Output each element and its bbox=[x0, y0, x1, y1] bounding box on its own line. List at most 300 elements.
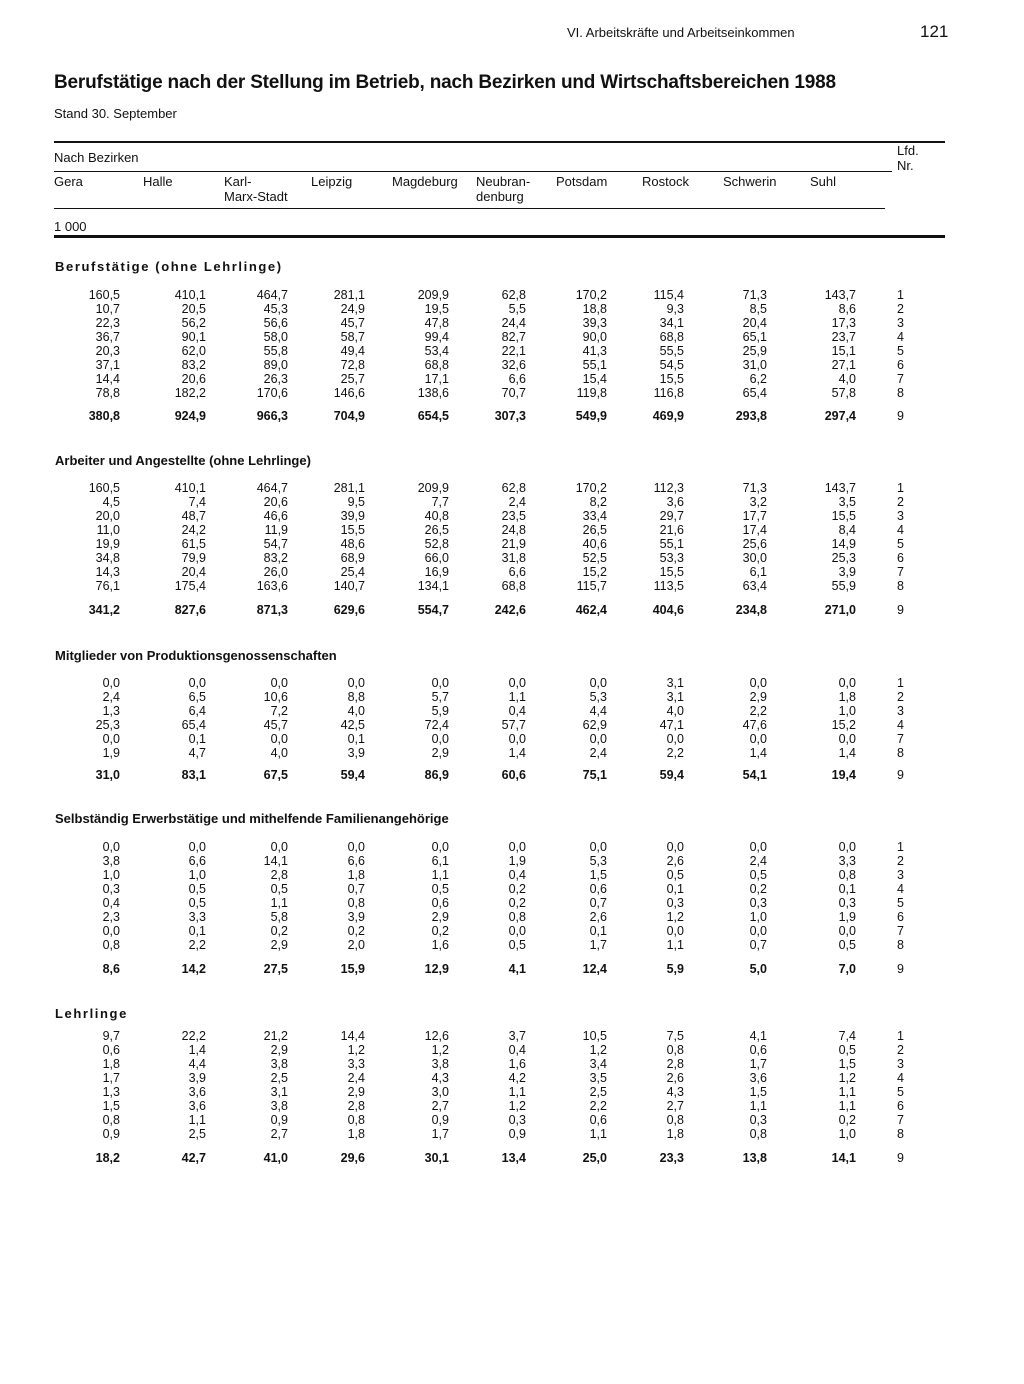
table-cell: 0,3 bbox=[508, 1113, 526, 1127]
total-cell: 5,9 bbox=[666, 962, 684, 976]
table-cell: 1,3 bbox=[102, 704, 120, 718]
table-cell: 20,4 bbox=[742, 316, 767, 330]
table-cell: 0,0 bbox=[666, 732, 684, 746]
table-cell: 0,2 bbox=[508, 896, 526, 910]
page-title: Berufstätige nach der Stellung im Betrieb, nach Bezirken und Wirtschaftsbereichen 1988 bbox=[54, 72, 836, 93]
total-cell: 404,6 bbox=[652, 603, 684, 617]
row-number: 9 bbox=[897, 962, 904, 976]
table-cell: 3,1 bbox=[270, 1085, 288, 1099]
total-cell: 380,8 bbox=[88, 409, 120, 423]
column-header: Potsdam bbox=[556, 174, 608, 189]
table-cell: 47,1 bbox=[659, 718, 684, 732]
table-cell: 1,4 bbox=[749, 746, 767, 760]
table-cell: 71,3 bbox=[742, 288, 767, 302]
table-cell: 1,6 bbox=[508, 1057, 526, 1071]
table-top-rule bbox=[54, 141, 945, 143]
table-cell: 1,1 bbox=[838, 1085, 856, 1099]
row-number: 4 bbox=[897, 1071, 904, 1085]
table-cell: 0,9 bbox=[431, 1113, 449, 1127]
table-cell: 0,8 bbox=[347, 1113, 365, 1127]
table-cell: 10,5 bbox=[582, 1029, 607, 1043]
table-cell: 1,0 bbox=[838, 1127, 856, 1141]
table-cell: 0,8 bbox=[666, 1043, 684, 1057]
table-cell: 52,8 bbox=[424, 537, 449, 551]
table-cell: 30,0 bbox=[742, 551, 767, 565]
table-cell: 143,7 bbox=[824, 481, 856, 495]
table-cell: 7,5 bbox=[666, 1029, 684, 1043]
section-title: Selbständig Erwerbstätige und mithelfende Familienangehörige bbox=[55, 811, 449, 826]
table-cell: 63,4 bbox=[742, 579, 767, 593]
table-cell: 143,7 bbox=[824, 288, 856, 302]
table-cell: 8,4 bbox=[838, 523, 856, 537]
total-cell: 293,8 bbox=[735, 409, 767, 423]
table-cell: 15,5 bbox=[831, 509, 856, 523]
table-cell: 3,4 bbox=[589, 1057, 607, 1071]
column-header: Rostock bbox=[642, 174, 689, 189]
table-cell: 36,7 bbox=[95, 330, 120, 344]
table-cell: 48,6 bbox=[340, 537, 365, 551]
table-cell: 3,8 bbox=[102, 854, 120, 868]
column-header: Neubran- bbox=[476, 174, 531, 189]
row-number: 5 bbox=[897, 344, 904, 358]
table-cell: 0,5 bbox=[838, 938, 856, 952]
table-cell: 8,8 bbox=[347, 690, 365, 704]
table-cell: 2,4 bbox=[508, 495, 526, 509]
table-cell: 0,0 bbox=[589, 732, 607, 746]
table-cell: 58,0 bbox=[263, 330, 288, 344]
table-cell: 14,9 bbox=[831, 537, 856, 551]
table-cell: 17,7 bbox=[742, 509, 767, 523]
table-cell: 0,1 bbox=[838, 882, 856, 896]
table-cell: 48,7 bbox=[181, 509, 206, 523]
table-cell: 45,7 bbox=[340, 316, 365, 330]
row-number: 2 bbox=[897, 854, 904, 868]
column-header: Magdeburg bbox=[392, 174, 458, 189]
table-cell: 1,6 bbox=[431, 938, 449, 952]
table-cell: 0,0 bbox=[666, 924, 684, 938]
table-cell: 9,5 bbox=[347, 495, 365, 509]
table-cell: 1,7 bbox=[589, 938, 607, 952]
total-cell: 59,4 bbox=[340, 768, 365, 782]
table-cell: 45,7 bbox=[263, 718, 288, 732]
table-cell: 55,9 bbox=[831, 579, 856, 593]
row-number: 8 bbox=[897, 1127, 904, 1141]
row-number: 4 bbox=[897, 330, 904, 344]
table-cell: 209,9 bbox=[417, 481, 449, 495]
table-cell: 11,0 bbox=[96, 523, 120, 537]
table-cell: 65,1 bbox=[742, 330, 767, 344]
table-cell: 1,8 bbox=[347, 868, 365, 882]
table-cell: 0,0 bbox=[431, 732, 449, 746]
row-number: 6 bbox=[897, 358, 904, 372]
total-cell: 704,9 bbox=[333, 409, 365, 423]
row-number: 1 bbox=[897, 288, 904, 302]
table-cell: 410,1 bbox=[174, 288, 206, 302]
table-cell: 72,8 bbox=[340, 358, 365, 372]
table-cell: 57,7 bbox=[501, 718, 526, 732]
table-cell: 2,6 bbox=[589, 910, 607, 924]
row-number: 1 bbox=[897, 840, 904, 854]
table-cell: 1,5 bbox=[749, 1085, 767, 1099]
table-cell: 0,3 bbox=[666, 896, 684, 910]
table-cell: 65,4 bbox=[181, 718, 206, 732]
table-cell: 1,2 bbox=[838, 1071, 856, 1085]
total-cell: 14,2 bbox=[181, 962, 206, 976]
table-cell: 71,3 bbox=[742, 481, 767, 495]
table-cell: 89,0 bbox=[263, 358, 288, 372]
row-number: 2 bbox=[897, 1043, 904, 1057]
table-cell: 45,3 bbox=[263, 302, 288, 316]
table-cell: 0,8 bbox=[666, 1113, 684, 1127]
table-cell: 0,0 bbox=[749, 676, 767, 690]
table-cell: 0,2 bbox=[270, 924, 288, 938]
table-cell: 31,0 bbox=[742, 358, 767, 372]
row-number: 4 bbox=[897, 718, 904, 732]
table-cell: 170,2 bbox=[575, 481, 607, 495]
total-cell: 654,5 bbox=[417, 409, 449, 423]
table-cell: 1,0 bbox=[749, 910, 767, 924]
table-cell: 31,8 bbox=[501, 551, 526, 565]
table-cell: 163,6 bbox=[256, 579, 288, 593]
total-cell: 966,3 bbox=[256, 409, 288, 423]
row-number: 9 bbox=[897, 409, 904, 423]
table-cell: 0,0 bbox=[102, 840, 120, 854]
row-number: 7 bbox=[897, 565, 904, 579]
total-cell: 297,4 bbox=[824, 409, 856, 423]
row-number: 5 bbox=[897, 896, 904, 910]
table-cell: 24,2 bbox=[181, 523, 206, 537]
table-cell: 1,8 bbox=[666, 1127, 684, 1141]
table-cell: 0,9 bbox=[270, 1113, 288, 1127]
table-cell: 56,6 bbox=[263, 316, 288, 330]
column-header-line2: denburg bbox=[476, 189, 524, 204]
table-cell: 140,7 bbox=[333, 579, 365, 593]
table-cell: 55,5 bbox=[659, 344, 684, 358]
table-cell: 20,0 bbox=[95, 509, 120, 523]
total-cell: 83,1 bbox=[181, 768, 206, 782]
row-number: 3 bbox=[897, 316, 904, 330]
table-cell: 82,7 bbox=[501, 330, 526, 344]
table-cell: 62,0 bbox=[181, 344, 206, 358]
table-cell: 2,2 bbox=[666, 746, 684, 760]
table-cell: 1,1 bbox=[589, 1127, 607, 1141]
table-cell: 20,5 bbox=[181, 302, 206, 316]
table-cell: 116,8 bbox=[653, 386, 684, 400]
table-cell: 24,8 bbox=[501, 523, 526, 537]
table-cell: 4,4 bbox=[188, 1057, 206, 1071]
table-cell: 0,9 bbox=[508, 1127, 526, 1141]
table-cell: 99,4 bbox=[424, 330, 449, 344]
table-cell: 2,7 bbox=[431, 1099, 449, 1113]
total-cell: 15,9 bbox=[340, 962, 365, 976]
table-cell: 209,9 bbox=[417, 288, 449, 302]
table-cell: 3,9 bbox=[838, 565, 856, 579]
table-cell: 0,5 bbox=[188, 882, 206, 896]
total-cell: 924,9 bbox=[174, 409, 206, 423]
table-cell: 23,7 bbox=[831, 330, 856, 344]
total-cell: 554,7 bbox=[417, 603, 449, 617]
table-cell: 170,6 bbox=[256, 386, 288, 400]
table-cell: 3,8 bbox=[431, 1057, 449, 1071]
table-cell: 2,4 bbox=[589, 746, 607, 760]
table-cell: 6,6 bbox=[508, 565, 526, 579]
table-cell: 0,0 bbox=[508, 732, 526, 746]
row-number: 8 bbox=[897, 386, 904, 400]
table-cell: 119,8 bbox=[576, 386, 607, 400]
row-number: 7 bbox=[897, 1113, 904, 1127]
table-cell: 1,7 bbox=[431, 1127, 449, 1141]
table-cell: 20,6 bbox=[181, 372, 206, 386]
table-cell: 2,7 bbox=[270, 1127, 288, 1141]
table-cell: 40,6 bbox=[582, 537, 607, 551]
table-cell: 15,2 bbox=[831, 718, 856, 732]
table-cell: 25,3 bbox=[831, 551, 856, 565]
table-cell: 4,3 bbox=[431, 1071, 449, 1085]
table-cell: 1,4 bbox=[188, 1043, 206, 1057]
table-cell: 20,4 bbox=[181, 565, 206, 579]
table-cell: 0,4 bbox=[508, 704, 526, 718]
table-cell: 0,8 bbox=[347, 896, 365, 910]
table-cell: 3,7 bbox=[508, 1029, 526, 1043]
total-cell: 19,4 bbox=[831, 768, 856, 782]
total-cell: 18,2 bbox=[95, 1151, 120, 1165]
table-cell: 15,5 bbox=[340, 523, 365, 537]
table-cell: 40,8 bbox=[424, 509, 449, 523]
total-cell: 871,3 bbox=[256, 603, 288, 617]
table-cell: 46,6 bbox=[263, 509, 288, 523]
table-cell: 22,3 bbox=[95, 316, 120, 330]
table-cell: 39,3 bbox=[582, 316, 607, 330]
table-cell: 0,0 bbox=[838, 732, 856, 746]
table-cell: 134,1 bbox=[417, 579, 449, 593]
nr-label: Nr. bbox=[897, 158, 914, 173]
table-cell: 4,0 bbox=[270, 746, 288, 760]
row-number: 2 bbox=[897, 302, 904, 316]
table-cell: 3,1 bbox=[666, 690, 684, 704]
table-cell: 8,6 bbox=[838, 302, 856, 316]
total-cell: 271,0 bbox=[824, 603, 856, 617]
table-cell: 2,7 bbox=[666, 1099, 684, 1113]
table-cell: 62,9 bbox=[582, 718, 607, 732]
header-bottom-rule bbox=[54, 208, 885, 209]
table-cell: 4,5 bbox=[102, 495, 120, 509]
section-title: Lehrlinge bbox=[55, 1006, 128, 1021]
total-cell: 8,6 bbox=[102, 962, 120, 976]
table-cell: 24,4 bbox=[501, 316, 526, 330]
table-cell: 90,1 bbox=[181, 330, 206, 344]
table-cell: 0,0 bbox=[347, 840, 365, 854]
table-cell: 26,3 bbox=[263, 372, 288, 386]
column-header: Karl- bbox=[224, 174, 252, 189]
table-cell: 0,5 bbox=[431, 882, 449, 896]
total-cell: 86,9 bbox=[424, 768, 449, 782]
table-cell: 4,7 bbox=[188, 746, 206, 760]
table-cell: 2,5 bbox=[589, 1085, 607, 1099]
table-cell: 3,0 bbox=[431, 1085, 449, 1099]
table-cell: 6,6 bbox=[188, 854, 206, 868]
total-cell: 549,9 bbox=[575, 409, 607, 423]
table-cell: 1,1 bbox=[431, 868, 449, 882]
column-header: Suhl bbox=[810, 174, 837, 189]
table-cell: 0,0 bbox=[838, 840, 856, 854]
table-cell: 5,3 bbox=[589, 690, 607, 704]
row-number: 4 bbox=[897, 882, 904, 896]
table-cell: 6,6 bbox=[347, 854, 365, 868]
table-cell: 175,4 bbox=[174, 579, 206, 593]
table-cell: 2,9 bbox=[270, 938, 288, 952]
section-title: Arbeiter und Angestellte (ohne Lehrlinge) bbox=[55, 453, 311, 468]
column-header: Halle bbox=[143, 174, 173, 189]
table-cell: 2,8 bbox=[666, 1057, 684, 1071]
table-cell: 0,0 bbox=[508, 924, 526, 938]
table-cell: 281,1 bbox=[333, 481, 365, 495]
row-number: 6 bbox=[897, 910, 904, 924]
table-cell: 6,5 bbox=[188, 690, 206, 704]
table-cell: 18,8 bbox=[582, 302, 607, 316]
table-cell: 112,3 bbox=[653, 481, 684, 495]
table-cell: 26,5 bbox=[424, 523, 449, 537]
table-cell: 1,2 bbox=[666, 910, 684, 924]
total-cell: 4,1 bbox=[508, 962, 526, 976]
table-cell: 0,6 bbox=[589, 1113, 607, 1127]
table-cell: 1,1 bbox=[270, 896, 288, 910]
row-number: 4 bbox=[897, 523, 904, 537]
total-cell: 14,1 bbox=[831, 1151, 856, 1165]
table-cell: 25,6 bbox=[742, 537, 767, 551]
table-cell: 3,3 bbox=[188, 910, 206, 924]
column-header-line2: Marx-Stadt bbox=[224, 189, 288, 204]
total-cell: 242,6 bbox=[494, 603, 526, 617]
table-cell: 62,8 bbox=[501, 288, 526, 302]
table-cell: 8,5 bbox=[749, 302, 767, 316]
page-number: 121 bbox=[920, 22, 949, 41]
table-cell: 2,8 bbox=[347, 1099, 365, 1113]
table-cell: 1,1 bbox=[508, 690, 526, 704]
group-label: Nach Bezirken bbox=[54, 150, 139, 165]
table-cell: 2,9 bbox=[431, 746, 449, 760]
table-cell: 14,4 bbox=[95, 372, 120, 386]
row-number: 9 bbox=[897, 768, 904, 782]
table-cell: 0,8 bbox=[508, 910, 526, 924]
row-number: 3 bbox=[897, 704, 904, 718]
row-number: 8 bbox=[897, 746, 904, 760]
table-cell: 47,6 bbox=[742, 718, 767, 732]
section-title: Berufstätige (ohne Lehrlinge) bbox=[55, 259, 283, 274]
table-cell: 26,0 bbox=[263, 565, 288, 579]
unit-label: 1 000 bbox=[54, 219, 87, 234]
table-cell: 19,9 bbox=[95, 537, 120, 551]
table-cell: 0,1 bbox=[188, 924, 206, 938]
total-cell: 12,9 bbox=[424, 962, 449, 976]
table-cell: 0,0 bbox=[102, 676, 120, 690]
table-cell: 281,1 bbox=[333, 288, 365, 302]
table-cell: 68,8 bbox=[501, 579, 526, 593]
row-number: 7 bbox=[897, 924, 904, 938]
table-cell: 4,0 bbox=[347, 704, 365, 718]
table-cell: 0,7 bbox=[589, 896, 607, 910]
table-cell: 3,6 bbox=[188, 1099, 206, 1113]
table-cell: 1,7 bbox=[102, 1071, 120, 1085]
table-cell: 1,0 bbox=[188, 868, 206, 882]
table-cell: 42,5 bbox=[340, 718, 365, 732]
table-cell: 41,3 bbox=[582, 344, 607, 358]
table-cell: 7,7 bbox=[431, 495, 449, 509]
table-cell: 2,0 bbox=[347, 938, 365, 952]
total-cell: 27,5 bbox=[263, 962, 288, 976]
table-cell: 0,1 bbox=[666, 882, 684, 896]
table-cell: 464,7 bbox=[256, 481, 288, 495]
table-cell: 66,0 bbox=[424, 551, 449, 565]
table-cell: 0,6 bbox=[589, 882, 607, 896]
table-cell: 55,1 bbox=[582, 358, 607, 372]
table-cell: 0,1 bbox=[589, 924, 607, 938]
table-cell: 68,9 bbox=[340, 551, 365, 565]
table-cell: 0,5 bbox=[188, 896, 206, 910]
table-cell: 27,1 bbox=[831, 358, 856, 372]
table-cell: 0,5 bbox=[666, 868, 684, 882]
table-cell: 0,6 bbox=[102, 1043, 120, 1057]
table-cell: 7,4 bbox=[838, 1029, 856, 1043]
table-cell: 160,5 bbox=[88, 288, 120, 302]
table-cell: 0,3 bbox=[749, 896, 767, 910]
table-cell: 22,2 bbox=[181, 1029, 206, 1043]
table-cell: 1,3 bbox=[102, 1085, 120, 1099]
table-cell: 53,3 bbox=[659, 551, 684, 565]
total-cell: 827,6 bbox=[174, 603, 206, 617]
table-cell: 34,1 bbox=[659, 316, 684, 330]
table-cell: 0,0 bbox=[666, 840, 684, 854]
table-cell: 57,8 bbox=[831, 386, 856, 400]
table-cell: 25,3 bbox=[95, 718, 120, 732]
table-cell: 2,9 bbox=[347, 1085, 365, 1099]
table-cell: 0,0 bbox=[838, 924, 856, 938]
table-cell: 14,1 bbox=[263, 854, 288, 868]
table-cell: 12,6 bbox=[424, 1029, 449, 1043]
table-cell: 2,6 bbox=[666, 1071, 684, 1085]
table-cell: 23,5 bbox=[501, 509, 526, 523]
table-cell: 0,0 bbox=[838, 676, 856, 690]
table-cell: 6,1 bbox=[431, 854, 449, 868]
table-cell: 1,2 bbox=[508, 1099, 526, 1113]
table-cell: 76,1 bbox=[95, 579, 120, 593]
table-cell: 26,5 bbox=[582, 523, 607, 537]
table-cell: 25,4 bbox=[340, 565, 365, 579]
table-cell: 54,5 bbox=[659, 358, 684, 372]
table-cell: 1,0 bbox=[838, 704, 856, 718]
total-cell: 67,5 bbox=[263, 768, 288, 782]
table-cell: 55,1 bbox=[659, 537, 684, 551]
table-cell: 58,7 bbox=[340, 330, 365, 344]
table-cell: 3,6 bbox=[666, 495, 684, 509]
table-cell: 2,2 bbox=[188, 938, 206, 952]
total-cell: 75,1 bbox=[582, 768, 607, 782]
table-cell: 3,3 bbox=[347, 1057, 365, 1071]
table-cell: 5,3 bbox=[589, 854, 607, 868]
table-cell: 160,5 bbox=[88, 481, 120, 495]
table-cell: 83,2 bbox=[181, 358, 206, 372]
table-cell: 83,2 bbox=[263, 551, 288, 565]
table-cell: 10,6 bbox=[263, 690, 288, 704]
table-cell: 2,9 bbox=[749, 690, 767, 704]
table-cell: 10,7 bbox=[95, 302, 120, 316]
row-number: 3 bbox=[897, 509, 904, 523]
table-cell: 79,9 bbox=[181, 551, 206, 565]
total-cell: 234,8 bbox=[735, 603, 767, 617]
chapter-heading: VI. Arbeitskräfte und Arbeitseinkommen bbox=[567, 25, 795, 40]
total-cell: 307,3 bbox=[494, 409, 526, 423]
table-cell: 5,7 bbox=[431, 690, 449, 704]
table-cell: 9,7 bbox=[102, 1029, 120, 1043]
